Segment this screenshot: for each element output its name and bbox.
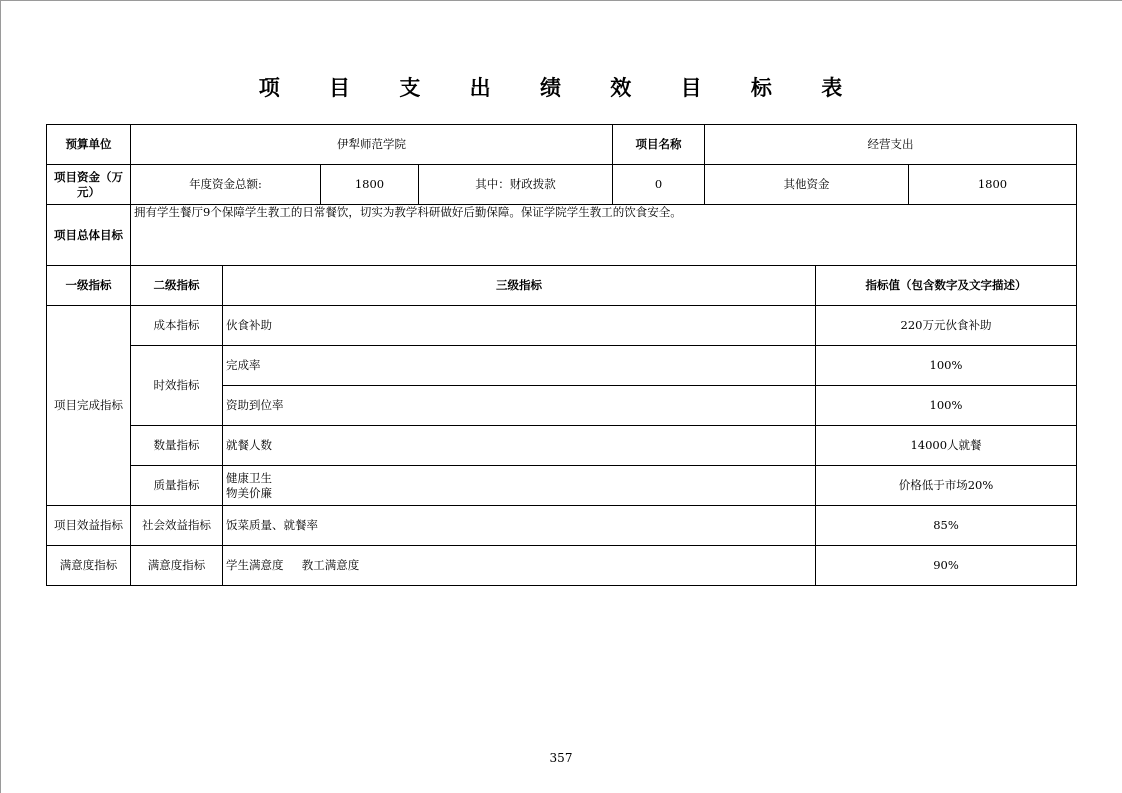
quality-indicator-label: 质量指标 — [131, 466, 223, 506]
quality-item-line-2: 物美价廉 — [226, 485, 272, 500]
cost-indicator-item: 伙食补助 — [223, 306, 816, 346]
table-row — [47, 426, 1077, 466]
project-name-label: 项目名称 — [613, 125, 705, 165]
goal-text: 拥有学生餐厅9个保障学生教工的日常餐饮，切实为教学科研做好后勤保障。保证学院学生教工的饮食安全。 — [131, 205, 1077, 266]
table-row — [47, 506, 1077, 546]
page-number: 357 — [549, 751, 573, 765]
total-funds-value: 1800 — [321, 165, 419, 205]
benefit-group-label: 项目效益指标 — [47, 506, 131, 546]
fiscal-funds-label: 其中：财政拨款 — [419, 165, 613, 205]
quality-indicator-item — [223, 466, 816, 506]
satisfaction-group-label: 满意度指标 — [47, 546, 131, 586]
social-benefit-indicator-label: 社会效益指标 — [131, 506, 223, 546]
quality-item-line-1: 健康卫生 — [226, 470, 272, 485]
funds-row — [47, 165, 1077, 205]
quantity-indicator-value: 14000人就餐 — [816, 426, 1077, 466]
table-row — [47, 466, 1077, 506]
timeliness-value-1: 100% — [816, 346, 1077, 386]
goal-label: 项目总体目标 — [47, 205, 131, 266]
quantity-indicator-label: 数量指标 — [131, 426, 223, 466]
timeliness-indicator-label: 时效指标 — [131, 346, 223, 426]
cost-indicator-label: 成本指标 — [131, 306, 223, 346]
cost-indicator-value: 220万元伙食补助 — [816, 306, 1077, 346]
level1-header: 一级指标 — [47, 266, 131, 306]
table-row — [47, 346, 1077, 386]
completion-group-label: 项目完成指标 — [47, 306, 131, 506]
page-title: 项 目 支 出 绩 效 目 标 表 — [258, 76, 864, 100]
quantity-indicator-item: 就餐人数 — [223, 426, 816, 466]
unit-row — [47, 125, 1077, 165]
satisfaction-value: 90% — [816, 546, 1077, 586]
unit-value: 伊犁师范学院 — [131, 125, 613, 165]
table-row — [47, 546, 1077, 586]
satisfaction-indicator-label: 满意度指标 — [131, 546, 223, 586]
value-header: 指标值（包含数字及文字描述） — [816, 266, 1077, 306]
funds-label: 项目资金（万元） — [47, 165, 131, 205]
timeliness-item-2: 资助到位率 — [223, 386, 816, 426]
total-funds-label: 年度资金总额: — [131, 165, 321, 205]
level3-header: 三级指标 — [223, 266, 816, 306]
other-funds-label: 其他资金 — [705, 165, 909, 205]
performance-target-table — [46, 124, 1077, 586]
other-funds-value: 1800 — [909, 165, 1077, 205]
satisfaction-item: 学生满意度 教工满意度 — [223, 546, 816, 586]
level2-header: 二级指标 — [131, 266, 223, 306]
social-benefit-value: 85% — [816, 506, 1077, 546]
unit-label: 预算单位 — [47, 125, 131, 165]
quality-indicator-value: 价格低于市场20% — [816, 466, 1077, 506]
project-name-value: 经营支出 — [705, 125, 1077, 165]
table-row — [47, 306, 1077, 346]
fiscal-funds-value: 0 — [613, 165, 705, 205]
timeliness-item-1: 完成率 — [223, 346, 816, 386]
goal-row — [47, 205, 1077, 266]
social-benefit-item: 饭菜质量、就餐率 — [223, 506, 816, 546]
column-header-row — [47, 266, 1077, 306]
timeliness-value-2: 100% — [816, 386, 1077, 426]
